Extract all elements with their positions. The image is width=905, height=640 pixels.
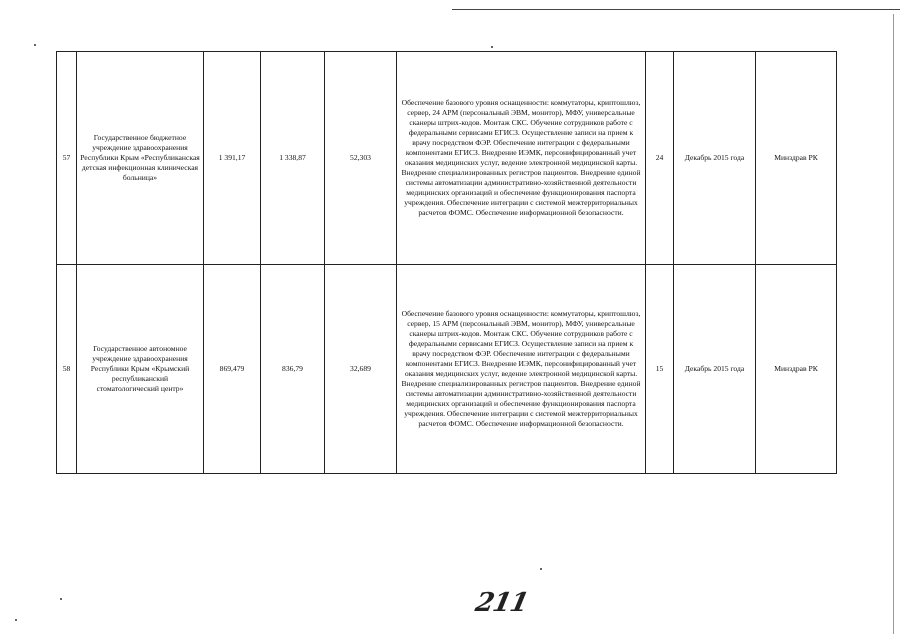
amount-cell: 1 338,87 — [261, 52, 325, 265]
deadline-cell: Декабрь 2015 года — [674, 52, 756, 265]
row-number-cell: 58 — [57, 265, 77, 474]
responsible-cell: Минздрав РК — [756, 265, 837, 474]
institution-cell: Государственное автономное учреждение здравоохранения Республики Крым «Крымский республиканский стоматологический центр» — [77, 265, 204, 474]
amount-cell: 32,689 — [325, 265, 397, 474]
scan-speck — [491, 46, 493, 48]
scan-speck — [540, 568, 542, 570]
responsible-cell: Минздрав РК — [756, 52, 837, 265]
amount-cell: 836,79 — [261, 265, 325, 474]
deadline-cell: Декабрь 2015 года — [674, 265, 756, 474]
table-row — [57, 52, 837, 265]
total-amount-cell: 869,479 — [204, 265, 261, 474]
total-amount-cell: 1 391,17 — [204, 52, 261, 265]
institution-cell: Государственное бюджетное учреждение здравоохранения Республики Крым «Республиканская детская инфекционная клиническая больница» — [77, 52, 204, 265]
scan-edge-line-right — [893, 14, 894, 634]
workstation-count-cell: 24 — [646, 52, 674, 265]
row-number-cell: 57 — [57, 52, 77, 265]
scan-speck — [34, 44, 36, 46]
handwritten-page-number: 211 — [472, 588, 531, 618]
scan-speck — [60, 598, 62, 600]
projects-table — [56, 51, 837, 474]
scan-edge-line-top — [452, 9, 900, 10]
description-cell: Обеспечение базового уровня оснащенности: коммутаторы, криптошлюз, сервер, 24 АРМ (персональный ЭВМ, монитор), МФУ, универсальные сканеры штрих-кодов. Монтаж СКС. Обучение сотрудников работе с федеральными сервисами ЕГИСЗ. Осуществление записи на прием к врачу посредством ФЭР. Обеспечение интеграции с федеральными компонентами ЕГИСЗ. Внедрение ИЭМК, персонифицированный учет оказания медицинских услуг, ведение электронной медицинской карты. Внедрение специализированных регистров пациентов. Внедрение единой системы автоматизации административно-хозяйственной деятельности медицинских организаций и обеспечение функционирования паспорта учреждения. Обеспечение интеграции с системой межтерриториальных расчетов ФОМС. Обеспечение информационной безопасности. — [397, 52, 646, 265]
amount-cell: 52,303 — [325, 52, 397, 265]
scan-speck — [15, 619, 17, 621]
description-cell: Обеспечение базового уровня оснащенности: коммутаторы, криптошлюз, сервер, 15 АРМ (персональный ЭВМ, монитор), МФУ, универсальные сканеры штрих-кодов. Монтаж СКС. Обучение сотрудников работе с федеральными сервисами ЕГИСЗ. Осуществление записи на прием к врачу посредством ФЭР. Обеспечение интеграции с федеральными компонентами ЕГИСЗ. Внедрение ИЭМК, персонифицированный учет оказания медицинских услуг, ведение электронной медицинской карты. Внедрение специализированных регистров пациентов. Внедрение единой системы автоматизации административно-хозяйственной деятельности медицинских организаций и обеспечение функционирования паспорта учреждения. Обеспечение интеграции с системой межтерриториальных расчетов ФОМС. Обеспечение информационной безопасности. — [397, 265, 646, 474]
table-row — [57, 265, 837, 474]
workstation-count-cell: 15 — [646, 265, 674, 474]
